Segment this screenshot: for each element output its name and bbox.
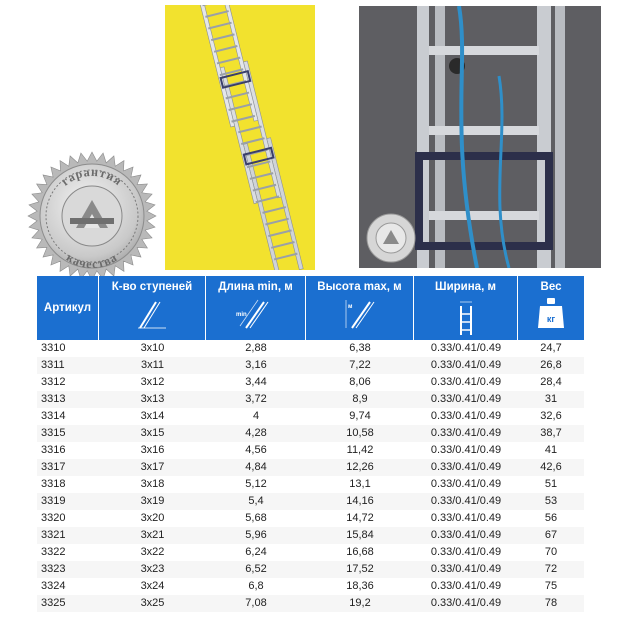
ladder-detail-photo — [359, 6, 601, 268]
icon-max-label: м — [347, 304, 352, 310]
cell-width: 0.33/0.41/0.49 — [430, 376, 502, 388]
cell-length: 2,88 — [245, 342, 267, 354]
header-width-label: Ширина, м — [435, 281, 496, 293]
quality-guarantee-seal — [26, 150, 158, 282]
header-steps — [99, 276, 206, 340]
table-row — [37, 544, 584, 561]
table-row — [37, 578, 584, 595]
cell-weight: 51 — [544, 478, 558, 490]
cell-height: 6,38 — [349, 342, 371, 354]
cell-steps: 3x15 — [140, 427, 165, 439]
cell-article: 3320 — [41, 512, 66, 524]
cell-article: 3325 — [41, 597, 66, 609]
cell-weight: 32,6 — [540, 410, 562, 422]
cell-height: 9,74 — [349, 410, 371, 422]
table-row — [37, 595, 584, 612]
cell-weight: 53 — [544, 495, 558, 507]
table-row — [37, 476, 584, 493]
cell-height: 18,36 — [346, 580, 374, 592]
cell-steps: 3x12 — [140, 376, 165, 388]
cell-weight: 26,8 — [540, 359, 562, 371]
table-row — [37, 527, 584, 544]
cell-width: 0.33/0.41/0.49 — [430, 546, 502, 558]
cell-length: 7,08 — [245, 597, 267, 609]
header-weight — [518, 276, 584, 340]
table-row — [37, 357, 584, 374]
table-row — [37, 408, 584, 425]
header-length — [206, 276, 306, 340]
cell-steps: 3x25 — [140, 597, 165, 609]
cell-length: 6,24 — [245, 546, 267, 558]
cell-length: 4,84 — [245, 461, 267, 473]
cell-steps: 3x10 — [140, 342, 165, 354]
cell-height: 8,9 — [352, 393, 368, 405]
cell-article: 3318 — [41, 478, 66, 490]
cell-height: 11,42 — [346, 444, 374, 456]
header-article — [37, 276, 99, 340]
cell-height: 15,84 — [346, 529, 374, 541]
cell-article: 3322 — [41, 546, 66, 558]
seal-bottom-text: качества — [64, 250, 120, 272]
cell-steps: 3x11 — [140, 359, 165, 371]
header-length-label: Длина min, м — [218, 281, 293, 293]
cell-width: 0.33/0.41/0.49 — [430, 461, 502, 473]
cell-height: 14,16 — [346, 495, 374, 507]
cell-weight: 70 — [544, 546, 558, 558]
table-row — [37, 561, 584, 578]
cell-width: 0.33/0.41/0.49 — [430, 512, 502, 524]
header-weight-label: Вес — [540, 281, 562, 293]
cell-width: 0.33/0.41/0.49 — [430, 444, 502, 456]
cell-weight: 31 — [544, 393, 558, 405]
cell-height: 19,2 — [349, 597, 371, 609]
header-article-label: Артикул — [43, 302, 92, 314]
cell-steps: 3x24 — [140, 580, 165, 592]
cell-width: 0.33/0.41/0.49 — [430, 580, 502, 592]
table-row — [37, 442, 584, 459]
header-width — [414, 276, 518, 340]
cell-weight: 38,7 — [540, 427, 562, 439]
cell-article: 3319 — [41, 495, 66, 507]
cell-width: 0.33/0.41/0.49 — [430, 597, 502, 609]
cell-width: 0.33/0.41/0.49 — [430, 563, 502, 575]
cell-height: 10,58 — [346, 427, 374, 439]
cell-length: 6,8 — [248, 580, 264, 592]
cell-article: 3316 — [41, 444, 66, 456]
cell-width: 0.33/0.41/0.49 — [430, 495, 502, 507]
cell-weight: 72 — [544, 563, 558, 575]
ladder-angle-icon — [134, 296, 170, 332]
cell-height: 8,06 — [349, 376, 371, 388]
ladder-product-photo — [165, 5, 315, 270]
cell-steps: 3x22 — [140, 546, 165, 558]
cell-article: 3312 — [41, 376, 66, 388]
table-row — [37, 374, 584, 391]
cell-height: 14,72 — [346, 512, 374, 524]
cell-steps: 3x18 — [140, 478, 165, 490]
header-steps-label: К-во ступеней — [111, 281, 193, 293]
table-body — [37, 340, 584, 612]
ladder-max-height-icon — [340, 296, 380, 332]
cell-weight: 28,4 — [540, 376, 562, 388]
table-row — [37, 340, 584, 357]
cell-length: 5,4 — [248, 495, 264, 507]
ladder-min-length-icon — [236, 296, 276, 332]
weight-kg-icon — [536, 296, 566, 330]
cell-article: 3313 — [41, 393, 66, 405]
header-height — [306, 276, 414, 340]
cell-steps: 3x23 — [140, 563, 165, 575]
cell-weight: 24,7 — [540, 342, 562, 354]
cell-steps: 3x17 — [140, 461, 165, 473]
cell-article: 3310 — [41, 342, 66, 354]
cell-width: 0.33/0.41/0.49 — [430, 410, 502, 422]
table-row — [37, 493, 584, 510]
cell-article: 3324 — [41, 580, 66, 592]
cell-steps: 3x19 — [140, 495, 165, 507]
cell-steps: 3x14 — [140, 410, 165, 422]
seal-top-text: гарантия — [58, 164, 126, 189]
cell-height: 17,52 — [346, 563, 374, 575]
cell-weight: 41 — [544, 444, 558, 456]
cell-length: 3,16 — [245, 359, 267, 371]
table-row — [37, 510, 584, 527]
cell-width: 0.33/0.41/0.49 — [430, 342, 502, 354]
cell-article: 3314 — [41, 410, 66, 422]
cell-height: 12,26 — [346, 461, 374, 473]
specifications-table — [37, 276, 584, 612]
cell-weight: 56 — [544, 512, 558, 524]
cell-length: 6,52 — [245, 563, 267, 575]
cell-article: 3323 — [41, 563, 66, 575]
cell-article: 3311 — [41, 359, 65, 371]
cell-steps: 3x21 — [140, 529, 165, 541]
cell-steps: 3x13 — [140, 393, 165, 405]
cell-article: 3321 — [41, 529, 66, 541]
cell-weight: 67 — [544, 529, 558, 541]
icon-min-label: min — [235, 312, 247, 318]
icon-kg-label: кг — [546, 314, 556, 324]
cell-steps: 3x20 — [140, 512, 165, 524]
cell-article: 3317 — [41, 461, 66, 473]
cell-length: 4,56 — [245, 444, 267, 456]
cell-weight: 78 — [544, 597, 558, 609]
table-row — [37, 391, 584, 408]
cell-width: 0.33/0.41/0.49 — [430, 529, 502, 541]
cell-length: 3,44 — [245, 376, 267, 388]
cell-steps: 3x16 — [140, 444, 165, 456]
header-height-label: Высота max, м — [317, 281, 402, 293]
cell-length: 4,28 — [245, 427, 267, 439]
table-row — [37, 459, 584, 476]
cell-width: 0.33/0.41/0.49 — [430, 359, 502, 371]
cell-length: 5,12 — [245, 478, 267, 490]
cell-article: 3315 — [41, 427, 66, 439]
cell-length: 5,68 — [245, 512, 267, 524]
cell-length: 3,72 — [245, 393, 267, 405]
cell-height: 13,1 — [349, 478, 371, 490]
cell-length: 4 — [252, 410, 260, 422]
cell-width: 0.33/0.41/0.49 — [430, 393, 502, 405]
cell-length: 5,96 — [245, 529, 267, 541]
table-row — [37, 425, 584, 442]
cell-width: 0.33/0.41/0.49 — [430, 478, 502, 490]
cell-weight: 42,6 — [540, 461, 562, 473]
table-header — [37, 276, 584, 340]
cell-width: 0.33/0.41/0.49 — [430, 427, 502, 439]
cell-height: 16,68 — [346, 546, 374, 558]
cell-height: 7,22 — [349, 359, 371, 371]
ladder-width-icon — [454, 296, 478, 336]
cell-weight: 75 — [544, 580, 558, 592]
